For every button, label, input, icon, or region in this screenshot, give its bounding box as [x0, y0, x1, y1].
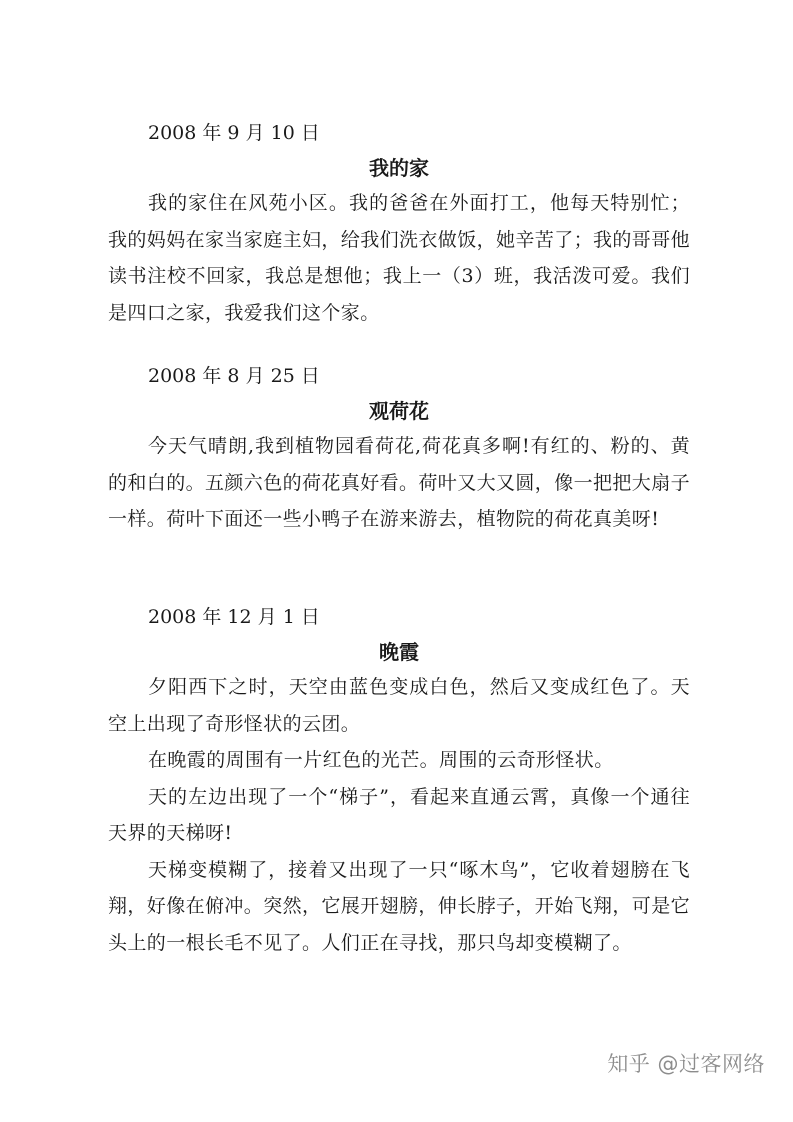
entry-paragraph: 在晚霞的周围有一片红色的光芒。周围的云奇形怪状。	[148, 749, 614, 771]
entry-date: 2008 年 8 月 25 日	[148, 365, 320, 387]
zhihu-watermark: 知乎 @过客网络	[607, 1052, 765, 1076]
entry-title: 晚霞	[379, 640, 419, 664]
entry-title: 我的家	[369, 156, 429, 180]
entry-date: 2008 年 9 月 10 日	[148, 122, 320, 144]
entry-paragraph: 今天气晴朗,我到植物园看荷花,荷花真多啊!有红的、粉的、黄的和白的。五颜六色的荷花真好看。荷叶又大又圆，像一把把大扇子一样。荷叶下面还一些小鸭子在游来游去，植物院的荷花真美呀!	[108, 435, 691, 530]
diary-entry-3	[108, 605, 690, 961]
diary-entry-1	[108, 121, 690, 331]
entry-date: 2008 年 12 月 1 日	[148, 606, 320, 628]
entry-paragraph: 我的家住在风苑小区。我的爸爸在外面打工，他每天特别忙；我的妈妈在家当家庭主妇，给我们洗衣做饭，她辛苦了；我的哥哥他读书注校不回家，我总是想他；我上一（3）班，我活泼可爱。我们是四口之家，我爱我们这个家。	[108, 192, 691, 324]
entry-title: 观荷花	[369, 399, 429, 423]
entry-paragraph: 夕阳西下之时，天空由蓝色变成白色，然后又变成红色了。天空上出现了奇形怪状的云团。	[108, 676, 690, 735]
diary-entry-2	[108, 364, 690, 538]
entry-paragraph: 天的左边出现了一个“梯子”，看起来直通云霄，真像一个通往天界的天梯呀!	[108, 785, 690, 844]
entry-paragraph: 天梯变模糊了，接着又出现了一只“啄木鸟”，它收着翅膀在飞翔，好像在俯冲。突然，它展开翅膀，伸长脖子，开始飞翔，可是它头上的一根长毛不见了。人们正在寻找，那只鸟却变模糊了。	[108, 858, 691, 954]
